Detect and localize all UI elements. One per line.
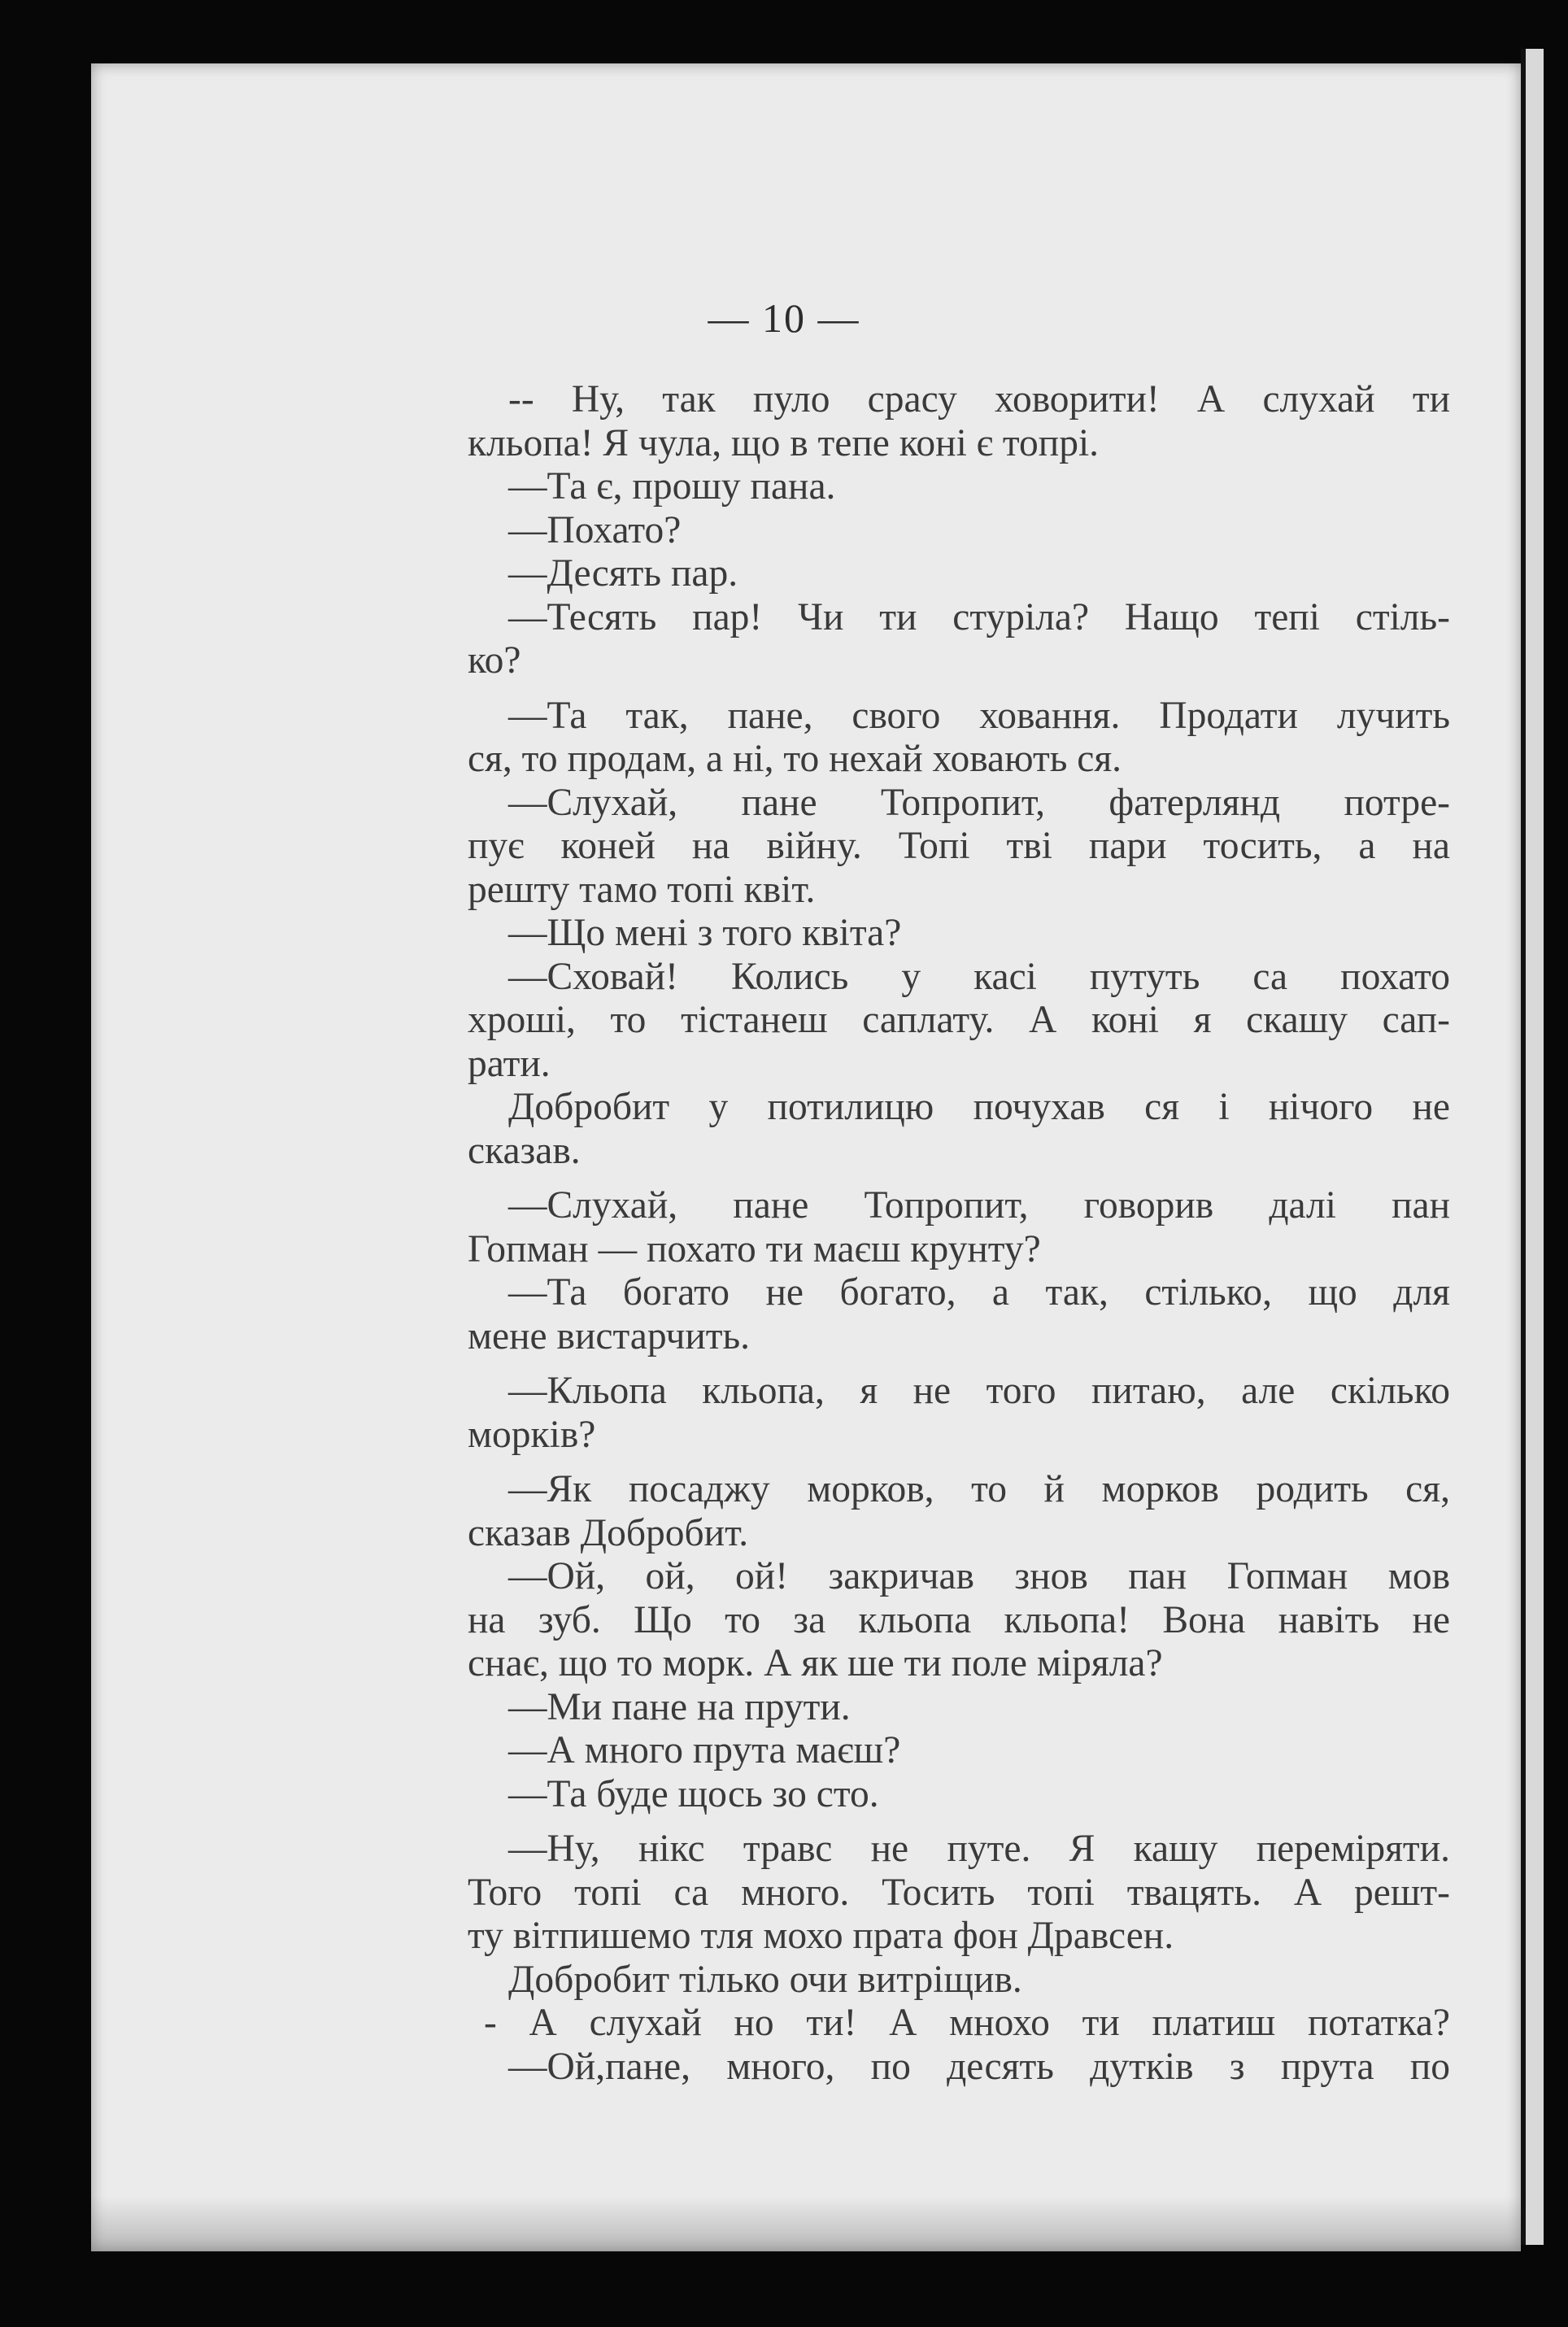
text-line: Гопман — похато ти маєш крунту? xyxy=(468,1227,1041,1270)
text-line: пує коней на війну. Топі тві пари тосить, а на xyxy=(468,825,1450,867)
text-line: —Ой,пане, много, по десять дутків з прута по xyxy=(508,2045,1450,2088)
text-line: хроші, то тістанеш саплату. А коні я скашу сап- xyxy=(468,999,1450,1041)
text-line: рати. xyxy=(468,1042,551,1085)
text-line: —Та богато не богато, а так, стілько, що для xyxy=(508,1271,1450,1314)
text-line: —Сховай! Колись у касі путуть са похато xyxy=(508,955,1450,998)
text-line: Добробит тілько очи витріщив. xyxy=(508,1958,1022,2001)
text-line: кльопа! Я чула, що в тепе коні є топрі. xyxy=(468,421,1100,464)
text-line: решту тамо топі квіт. xyxy=(468,868,816,911)
text-line: —Похато? xyxy=(508,508,682,551)
text-line: —Ми пане на прути. xyxy=(508,1685,851,1728)
text-line: —Ну, нікс травс не путе. Я кашу переміряти. xyxy=(508,1828,1450,1870)
text-line: на зуб. Що то за кльопа кльопа! Вона навіть не xyxy=(468,1598,1450,1641)
text-line: сказав Добробит. xyxy=(468,1511,749,1554)
text-line: -- Ну, так пуло срасу ховорити! А слухай ти xyxy=(508,378,1450,421)
next-page-edge xyxy=(1521,49,1544,2245)
text-line: —Десять пар. xyxy=(508,552,738,595)
text-line: ся, то продам, а ні, то нехай ховають ся. xyxy=(468,738,1122,780)
text-line: —Що мені з того квіта? xyxy=(508,912,902,954)
text-line: —Тесять пар! Чи ти стуріла? Нащо тепі стіль- xyxy=(508,595,1450,638)
text-line: мене вистарчить. xyxy=(468,1314,751,1357)
text-line: ту вітпишемо тля мохо прата фон Дравсен. xyxy=(468,1915,1174,1957)
text-line: сказав. xyxy=(468,1129,581,1172)
text-line: морків? xyxy=(468,1413,596,1456)
page-body-text xyxy=(468,378,1450,2089)
page-bottom-shadow xyxy=(91,2196,1521,2251)
text-line: —А много прута маєш? xyxy=(508,1729,901,1771)
text-line: —Та буде щось зо сто. xyxy=(508,1772,879,1815)
text-line: Добробит у потилицю почухав ся і нічого не xyxy=(508,1086,1450,1128)
text-line: —Слухай, пане Топропит, фатерлянд потре- xyxy=(508,781,1450,824)
text-line: —Та так, пане, свого ховання. Продати лучить xyxy=(508,694,1450,737)
text-line: —Ой, ой, ой! закричав знов пан Гопман мов xyxy=(508,1555,1450,1597)
text-line: - А слухай но ти! А мнохо ти платиш потатка? xyxy=(484,2002,1450,2044)
text-line: —Та є, прошу пана. xyxy=(508,465,836,508)
text-line: Того топі са много. Тосить топі твацять. А решт- xyxy=(468,1871,1450,1914)
text-line: —Кльопа кльопа, я не того питаю, але скілько xyxy=(508,1370,1450,1412)
text-line: —Слухай, пане Топропит, говорив далі пан xyxy=(508,1184,1450,1227)
text-line: снає, що то морк. А як ше ти поле міряла? xyxy=(468,1642,1163,1684)
text-line: —Як посаджу морков, то й морков родить ся, xyxy=(508,1468,1450,1510)
page-number: — 10 — xyxy=(708,295,860,341)
text-line: ко? xyxy=(468,639,521,682)
